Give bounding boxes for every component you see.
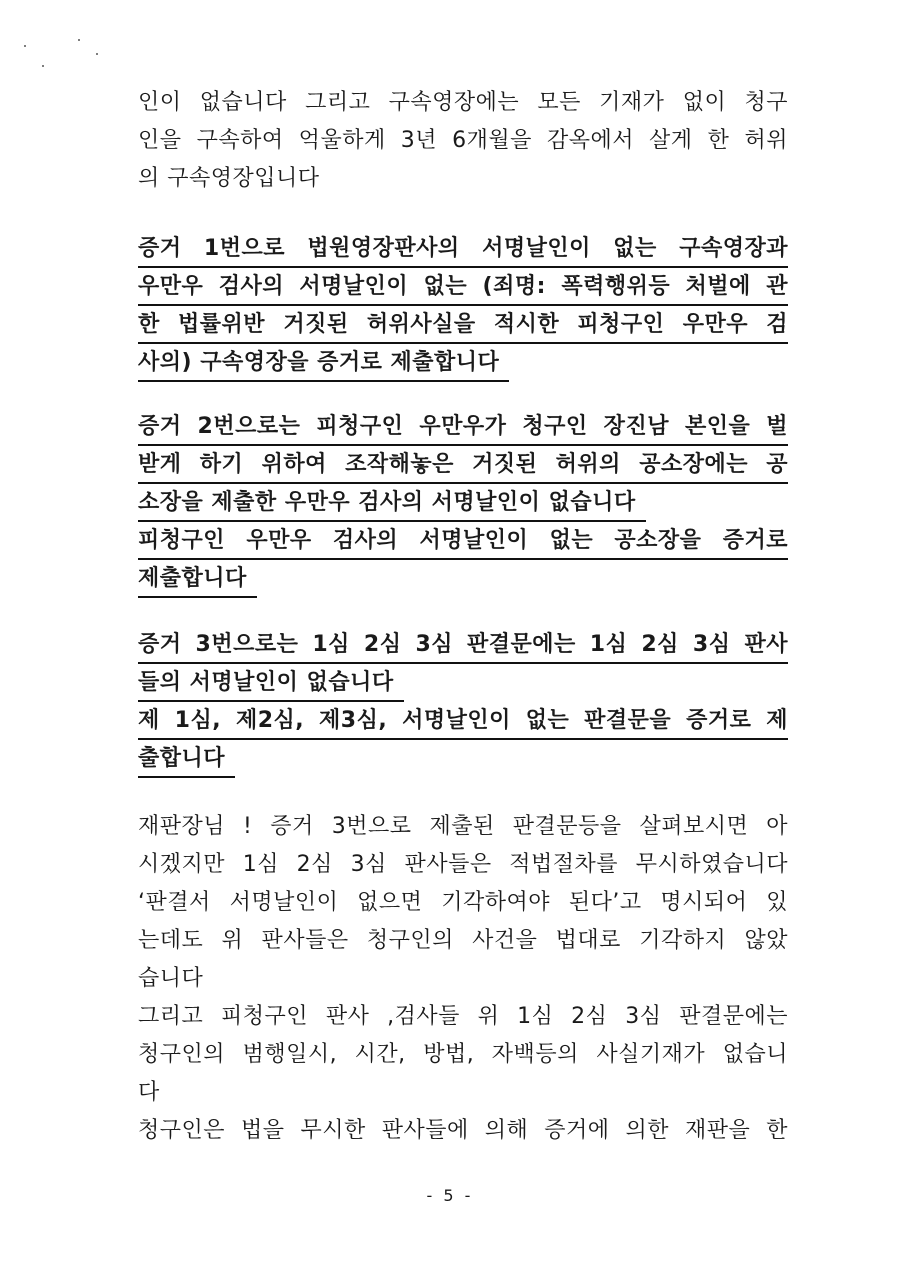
text-line: 증거 1번으로 법원영장판사의 서명날인이 없는 구속영장과 <box>138 232 788 268</box>
text-line: 피청구인 우만우 검사의 서명날인이 없는 공소장을 증거로 <box>138 524 788 560</box>
text-line: 들의 서명날인이 없습니다 <box>138 666 404 702</box>
underlined-line <box>138 408 788 446</box>
underlined-line <box>138 560 788 598</box>
text-line: 한 법률위반 거짓된 허위사실을 적시한 피청구인 우만우 검 <box>138 308 788 344</box>
text-line: 증거 3번으로는 1심 2심 3심 판결문에는 1심 2심 3심 판사 <box>138 628 788 664</box>
text-line: 재판장님 ! 증거 3번으로 제출된 판결문등을 살펴보시면 아 <box>138 814 788 839</box>
text-line: ‘판결서 서명날인이 없으면 기각하여야 된다’고 명시되어 있 <box>138 890 788 915</box>
text-line: 그리고 피청구인 판사 ,검사들 위 1심 2심 3심 판결문에는 <box>138 1004 788 1029</box>
evidence-2-paragraph <box>138 408 788 598</box>
underlined-line <box>138 522 788 560</box>
underlined-line <box>138 702 788 740</box>
text-line: 시겠지만 1심 2심 3심 판사들은 적법절차를 무시하였습니다 <box>138 852 788 877</box>
evidence-1-paragraph <box>138 230 788 382</box>
text-line: 인을 구속하여 억울하게 3년 6개월을 감옥에서 살게 한 허위 <box>138 128 788 153</box>
text-line: 우만우 검사의 서명날인이 없는 (죄명: 폭력행위등 처벌에 관 <box>138 270 788 306</box>
text-line: 출합니다 <box>138 742 235 778</box>
text-line: 청구인은 법을 무시한 판사들에 의해 증거에 의한 재판을 한 <box>138 1118 788 1143</box>
page-number: - 5 - <box>426 1186 474 1205</box>
text-line: 소장을 제출한 우만우 검사의 서명날인이 없습니다 <box>138 486 646 522</box>
underlined-line <box>138 446 788 484</box>
text-line: 인이 없습니다 그리고 구속영장에는 모든 기재가 없이 청구 <box>138 90 788 115</box>
underlined-line <box>138 344 788 382</box>
text-line: 는데도 위 판사들은 청구인의 사건을 법대로 기각하지 않았 <box>138 928 788 953</box>
text-line: 습니다 <box>138 966 204 991</box>
paragraph-1 <box>138 84 788 198</box>
underlined-line <box>138 740 788 778</box>
paragraph-2 <box>138 808 788 1150</box>
scan-artifact <box>20 35 110 75</box>
text-line: 청구인의 범행일시, 시간, 방법, 자백등의 사실기재가 없습니 <box>138 1042 788 1067</box>
text-line: 증거 2번으로는 피청구인 우만우가 청구인 장진남 본인을 벌 <box>138 410 788 446</box>
underlined-line <box>138 664 788 702</box>
text-line: 사의) 구속영장을 증거로 제출합니다 <box>138 346 509 382</box>
underlined-line <box>138 268 788 306</box>
text-line: 제 1심, 제2심, 제3심, 서명날인이 없는 판결문을 증거로 제 <box>138 704 788 740</box>
underlined-line <box>138 306 788 344</box>
text-line: 제출합니다 <box>138 562 257 598</box>
underlined-line <box>138 626 788 664</box>
text-line: 다 <box>138 1080 160 1105</box>
text-line: 받게 하기 위하여 조작해놓은 거짓된 허위의 공소장에는 공 <box>138 448 788 484</box>
text-line: 의 구속영장입니다 <box>138 166 320 191</box>
evidence-3-paragraph <box>138 626 788 778</box>
underlined-line <box>138 230 788 268</box>
underlined-line <box>138 484 788 522</box>
